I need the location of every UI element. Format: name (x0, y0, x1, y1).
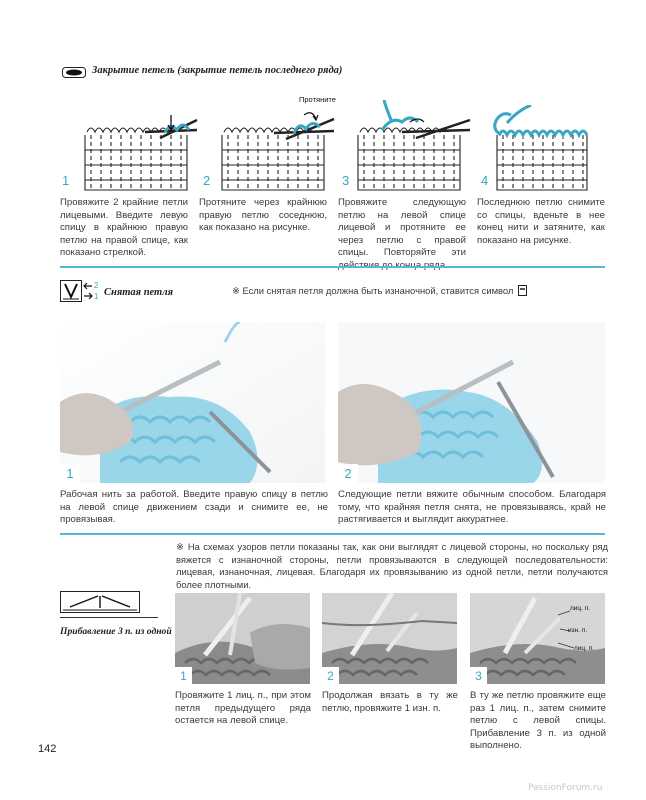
photo-label-knit-2: лиц. п. (574, 645, 595, 652)
step-number-1: 1 (62, 173, 70, 188)
bind-off-illustration-1 (75, 110, 200, 195)
watermark: PassionForum.ru (528, 783, 603, 793)
increase-photo-2 (322, 593, 457, 684)
photo-label-knit-1: лиц. п. (570, 605, 591, 612)
slip-stitch-photo-1 (60, 322, 325, 483)
bind-off-illustration-2 (214, 95, 339, 195)
increase-photo-number-2: 2 (322, 667, 339, 684)
increase-photo-number-3: 3 (470, 667, 487, 684)
step-caption-4: Последнюю петлю снимите со спицы, вденьте в нее конец нити и затяните, как показано на рисунке. (477, 197, 605, 246)
step-number-4: 4 (481, 173, 489, 188)
step-caption-3: Провяжите следующую петлю на левой спице лицевой и протяните ее через петлю с правой спицы. Повторяйте эти (338, 197, 466, 259)
increase-underline (60, 617, 158, 618)
increase-photo-3 (470, 593, 605, 684)
purl-slip-note: ※ Если снятая петля должна быть изнаночной, ставится символ (232, 285, 527, 298)
scheme-note: ※ На схемах узоров петли показаны так, как они выглядят с лицевой стороны, но поскольку ряд вяжется с изнаночной стороны, петли провязываются в следующей последовательности: лицевая, изнаночная, лицевая. Благодаря их провязыванию из одной петли, петли получаются более плотными. (176, 541, 608, 590)
step-caption-2: Протяните через крайнюю правую петлю соседнюю, как показано на рисунке. (199, 197, 327, 234)
section-divider-2 (60, 533, 605, 535)
bind-off-illustration-3 (352, 100, 477, 195)
bind-off-symbol-icon (62, 65, 86, 76)
increase-caption-3: В ту же петлю провяжите еще раз 1 лиц. п., затем снимите петлю с левой спицы. Прибавление 3 п. из одной выполнено. (470, 690, 606, 752)
section-title-slip-stitch: Снятая петля (104, 287, 174, 298)
row-direction-arrows-icon (83, 280, 93, 302)
slip-stitch-symbol-icon (60, 280, 82, 302)
increase-caption-2: Продолжая вязать в ту же петлю, провяжите 1 изн. п. (322, 690, 458, 714)
slip-caption-2: Следующие петли вяжите обычным способом. Благодаря тому, что крайняя петля снята, не провязываясь, край не растягивается и выглядит аккуратнее. (338, 489, 606, 526)
step-number-2: 2 (203, 173, 211, 188)
section-title-bind-off: Закрытие петель (закрытие петель последнего ряда) (92, 65, 343, 76)
increase-photo-1 (175, 593, 310, 684)
photo-number-2: 2 (338, 464, 358, 483)
row-label-2: 2 (94, 281, 99, 290)
step-caption-1: Провяжите 2 крайние петли лицевыми. Введите левую спицу в крайнюю правую петлю на правой спице, как показано стрелкой. (60, 197, 188, 259)
increase-symbol-icon (60, 591, 140, 613)
bind-off-illustration-4 (491, 105, 591, 195)
slip-stitch-photo-2 (338, 322, 605, 483)
increase-caption-1: Провяжите 1 лиц. п., при этом петля предыдущего ряда остается на левой спице. (175, 690, 311, 727)
photo-label-purl: изн. п. (568, 627, 588, 634)
page-number: 142 (38, 743, 57, 755)
step-number-3: 3 (342, 173, 350, 188)
section-divider-1 (60, 266, 605, 268)
increase-photo-number-1: 1 (175, 667, 192, 684)
row-label-1: 1 (94, 292, 99, 301)
purl-slip-symbol-icon (518, 285, 527, 296)
slip-caption-1: Рабочая нить за работой. Введите правую спицу в петлю на левой спице движением сзади и снимите ее, не провязывая. (60, 489, 328, 526)
pull-through-label: Протяните (299, 95, 336, 104)
section-title-increase: Прибавление 3 п. из одной (60, 626, 172, 637)
photo-number-1: 1 (60, 464, 80, 483)
